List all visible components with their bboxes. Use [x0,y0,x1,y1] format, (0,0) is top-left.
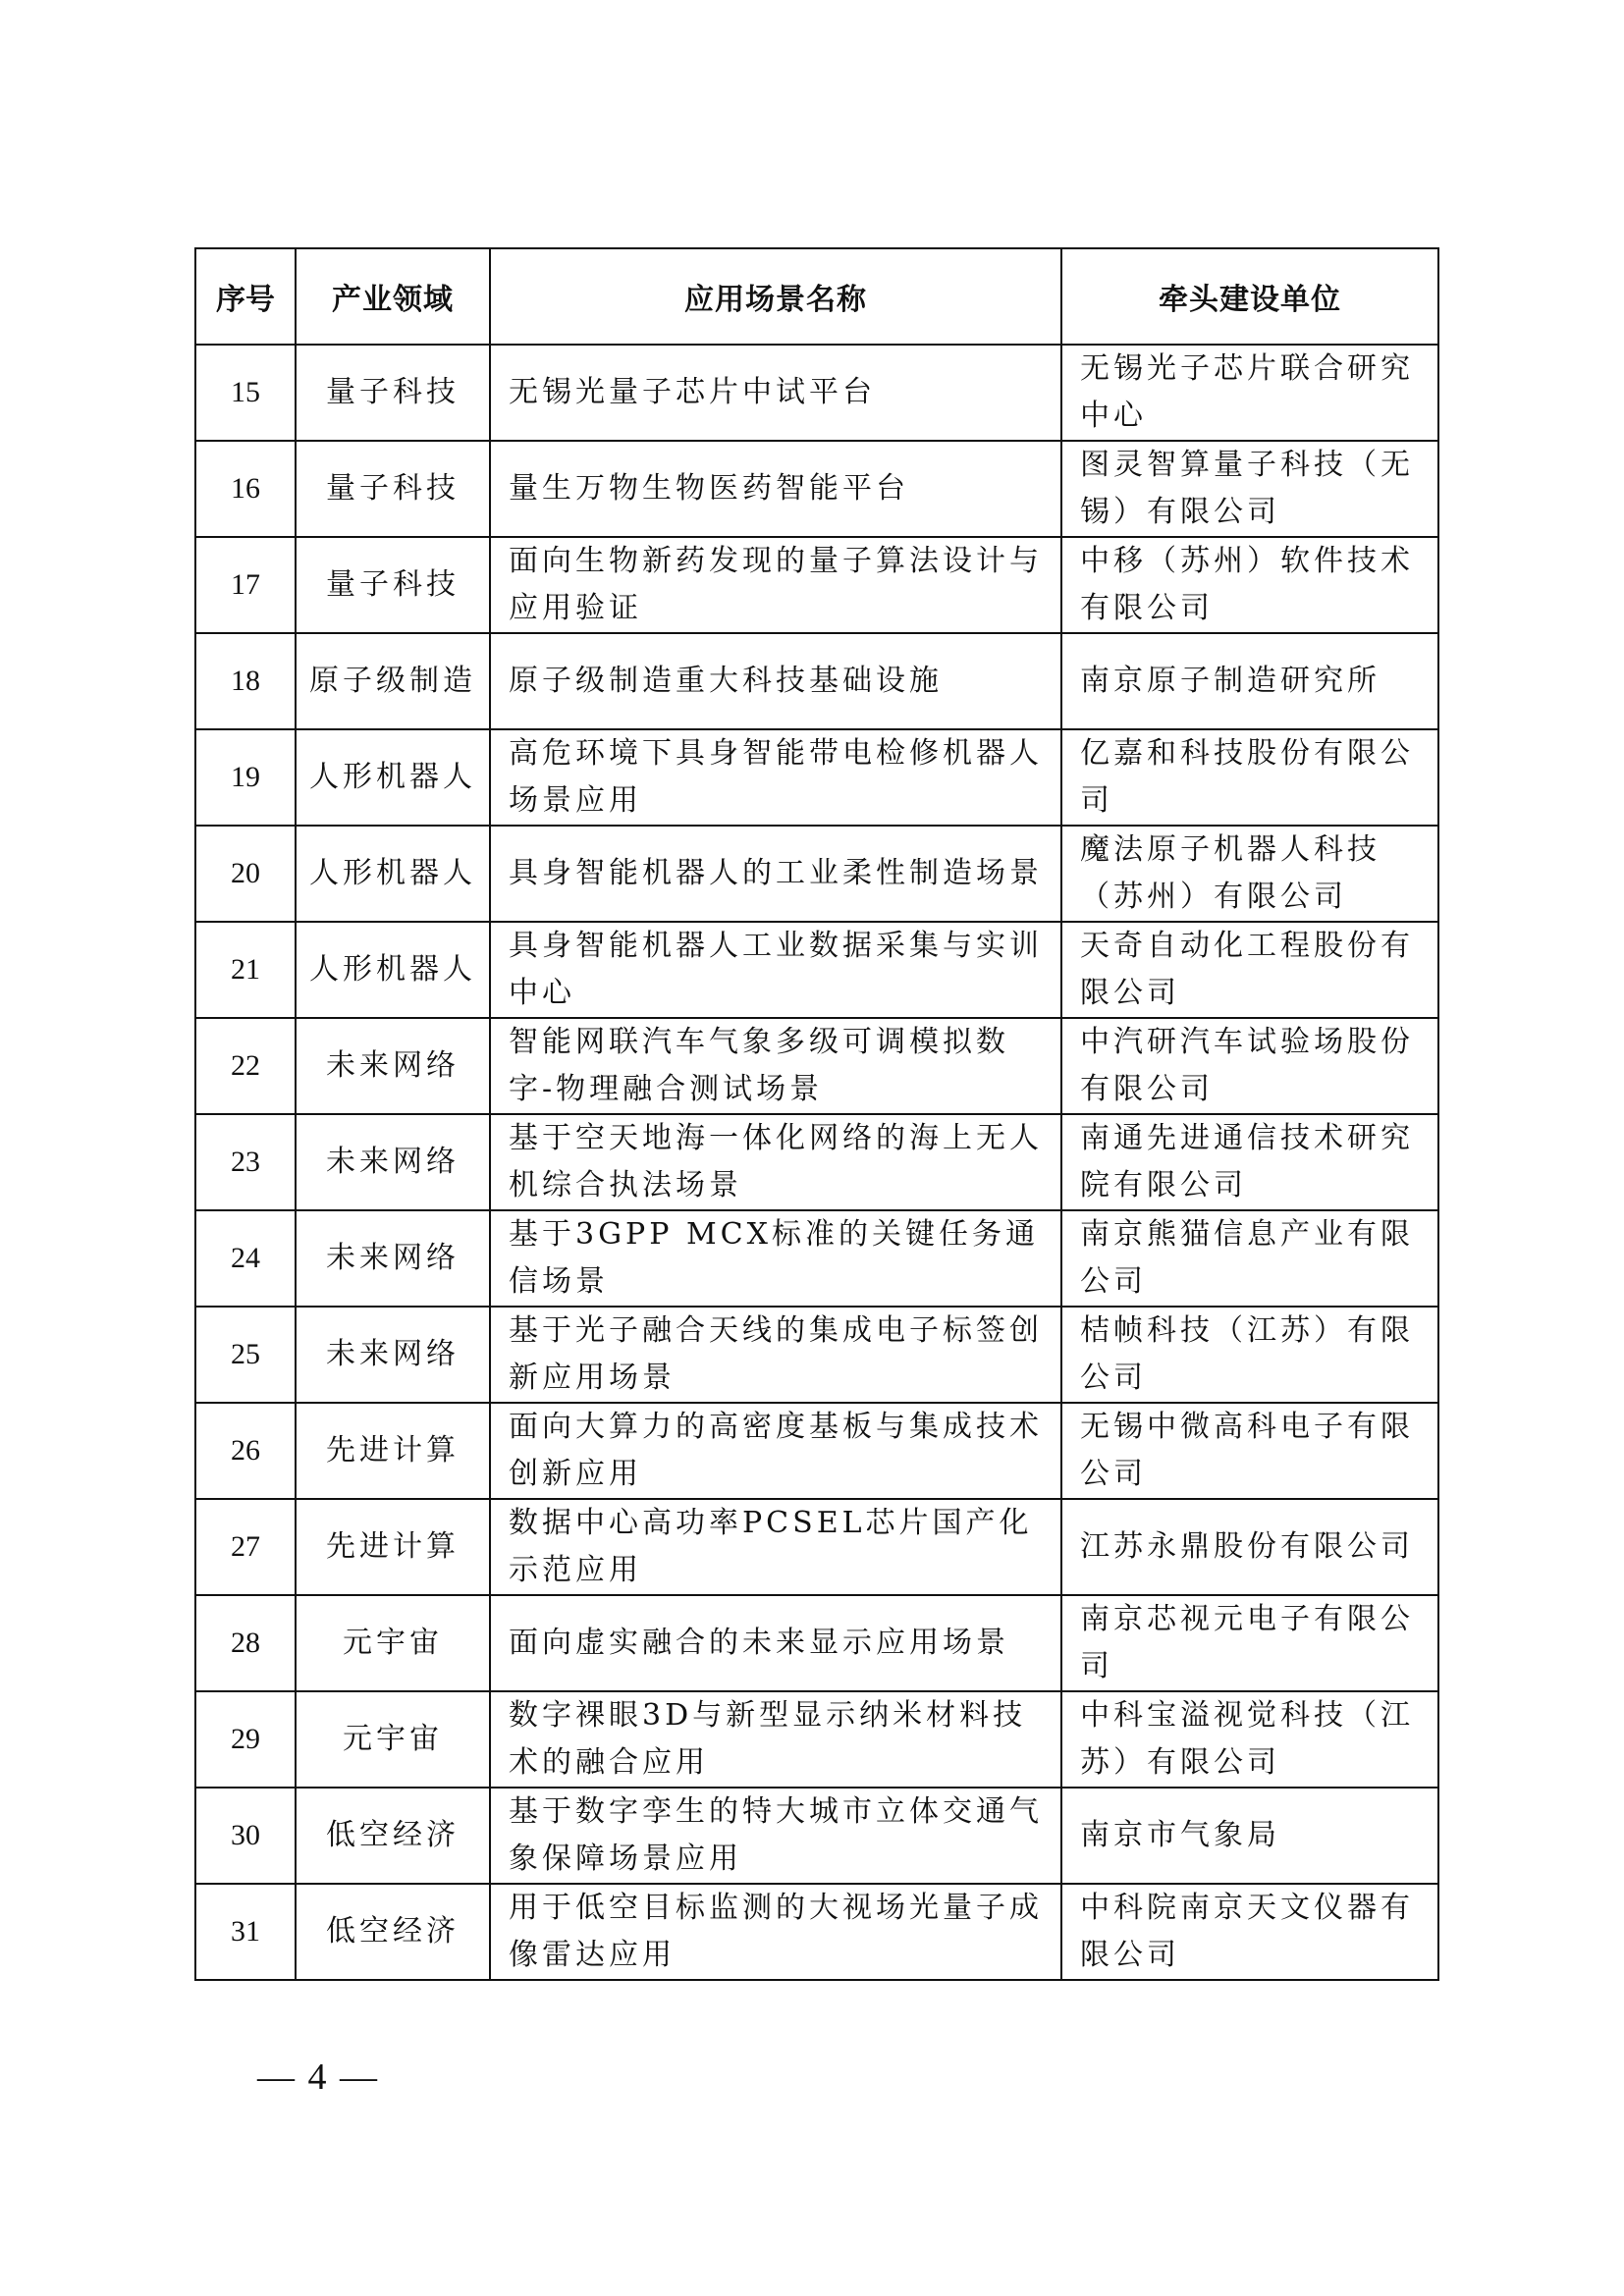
serial-number-cell: 31 [195,1884,296,1980]
serial-number-cell: 29 [195,1691,296,1788]
lead-unit-cell: 南京原子制造研究所 [1061,633,1438,729]
industry-field-cell: 元宇宙 [296,1595,490,1691]
scenario-name-cell: 具身智能机器人的工业柔性制造场景 [490,826,1061,922]
lead-unit-cell: 无锡光子芯片联合研究中心 [1061,345,1438,441]
serial-number-cell: 24 [195,1210,296,1307]
table-row [195,1691,1438,1788]
industry-field-cell: 未来网络 [296,1018,490,1114]
scenario-name-cell: 高危环境下具身智能带电检修机器人场景应用 [490,729,1061,826]
industry-field-cell: 人形机器人 [296,729,490,826]
table-row [195,826,1438,922]
industry-field-cell: 量子科技 [296,345,490,441]
scenario-name-cell: 面向生物新药发现的量子算法设计与应用验证 [490,537,1061,633]
scenario-name-cell: 原子级制造重大科技基础设施 [490,633,1061,729]
header-scenario-name: 应用场景名称 [490,248,1061,345]
serial-number-cell: 26 [195,1403,296,1499]
scenario-name-cell: 面向大算力的高密度基板与集成技术创新应用 [490,1403,1061,1499]
table-row [195,1788,1438,1884]
lead-unit-cell: 中科院南京天文仪器有限公司 [1061,1884,1438,1980]
scenario-name-cell: 无锡光量子芯片中试平台 [490,345,1061,441]
serial-number-cell: 27 [195,1499,296,1595]
lead-unit-cell: 亿嘉和科技股份有限公司 [1061,729,1438,826]
lead-unit-cell: 中科宝溢视觉科技（江苏）有限公司 [1061,1691,1438,1788]
industry-field-cell: 人形机器人 [296,826,490,922]
lead-unit-cell: 图灵智算量子科技（无锡）有限公司 [1061,441,1438,537]
scenario-name-cell: 基于3GPP MCX标准的关键任务通信场景 [490,1210,1061,1307]
header-lead-unit: 牵头建设单位 [1061,248,1438,345]
header-row [195,248,1438,345]
serial-number-cell: 30 [195,1788,296,1884]
table-row [195,537,1438,633]
scenario-name-cell: 数据中心高功率PCSEL芯片国产化示范应用 [490,1499,1061,1595]
table-row [195,1210,1438,1307]
serial-number-cell: 23 [195,1114,296,1210]
table-header [195,248,1438,345]
industry-field-cell: 先进计算 [296,1403,490,1499]
table-row [195,1884,1438,1980]
industry-field-cell: 量子科技 [296,537,490,633]
lead-unit-cell: 南通先进通信技术研究院有限公司 [1061,1114,1438,1210]
table-row [195,1307,1438,1403]
serial-number-cell: 25 [195,1307,296,1403]
scenario-name-cell: 基于数字孪生的特大城市立体交通气象保障场景应用 [490,1788,1061,1884]
industry-field-cell: 未来网络 [296,1307,490,1403]
scenario-name-cell: 智能网联汽车气象多级可调模拟数字-物理融合测试场景 [490,1018,1061,1114]
table-row [195,441,1438,537]
header-industry-field: 产业领域 [296,248,490,345]
industry-field-cell: 未来网络 [296,1114,490,1210]
lead-unit-cell: 南京芯视元电子有限公司 [1061,1595,1438,1691]
header-serial-number: 序号 [195,248,296,345]
serial-number-cell: 16 [195,441,296,537]
scenario-name-cell: 数字裸眼3D与新型显示纳米材料技术的融合应用 [490,1691,1061,1788]
serial-number-cell: 15 [195,345,296,441]
serial-number-cell: 20 [195,826,296,922]
scenario-name-cell: 量生万物生物医药智能平台 [490,441,1061,537]
lead-unit-cell: 桔帧科技（江苏）有限公司 [1061,1307,1438,1403]
scenario-name-cell: 具身智能机器人工业数据采集与实训中心 [490,922,1061,1018]
page-number: — 4 — [257,2056,379,2098]
serial-number-cell: 19 [195,729,296,826]
table-row [195,729,1438,826]
serial-number-cell: 17 [195,537,296,633]
table-body [195,345,1438,1980]
table-row [195,1114,1438,1210]
table-row [195,1403,1438,1499]
lead-unit-cell: 中汽研汽车试验场股份有限公司 [1061,1018,1438,1114]
lead-unit-cell: 南京市气象局 [1061,1788,1438,1884]
lead-unit-cell: 江苏永鼎股份有限公司 [1061,1499,1438,1595]
industry-field-cell: 人形机器人 [296,922,490,1018]
industry-field-cell: 低空经济 [296,1788,490,1884]
industry-field-cell: 低空经济 [296,1884,490,1980]
industry-field-cell: 未来网络 [296,1210,490,1307]
table-row [195,1018,1438,1114]
industry-field-cell: 先进计算 [296,1499,490,1595]
serial-number-cell: 22 [195,1018,296,1114]
table-row [195,633,1438,729]
lead-unit-cell: 魔法原子机器人科技（苏州）有限公司 [1061,826,1438,922]
table-row [195,1595,1438,1691]
serial-number-cell: 28 [195,1595,296,1691]
serial-number-cell: 18 [195,633,296,729]
lead-unit-cell: 无锡中微高科电子有限公司 [1061,1403,1438,1499]
serial-number-cell: 21 [195,922,296,1018]
lead-unit-cell: 南京熊猫信息产业有限公司 [1061,1210,1438,1307]
table-row [195,1499,1438,1595]
lead-unit-cell: 天奇自动化工程股份有限公司 [1061,922,1438,1018]
table-row [195,345,1438,441]
scenario-name-cell: 基于空天地海一体化网络的海上无人机综合执法场景 [490,1114,1061,1210]
industry-field-cell: 原子级制造 [296,633,490,729]
project-table [194,247,1439,1981]
table-row [195,922,1438,1018]
lead-unit-cell: 中移（苏州）软件技术有限公司 [1061,537,1438,633]
scenario-name-cell: 用于低空目标监测的大视场光量子成像雷达应用 [490,1884,1061,1980]
scenario-name-cell: 基于光子融合天线的集成电子标签创新应用场景 [490,1307,1061,1403]
industry-field-cell: 元宇宙 [296,1691,490,1788]
scenario-name-cell: 面向虚实融合的未来显示应用场景 [490,1595,1061,1691]
industry-field-cell: 量子科技 [296,441,490,537]
